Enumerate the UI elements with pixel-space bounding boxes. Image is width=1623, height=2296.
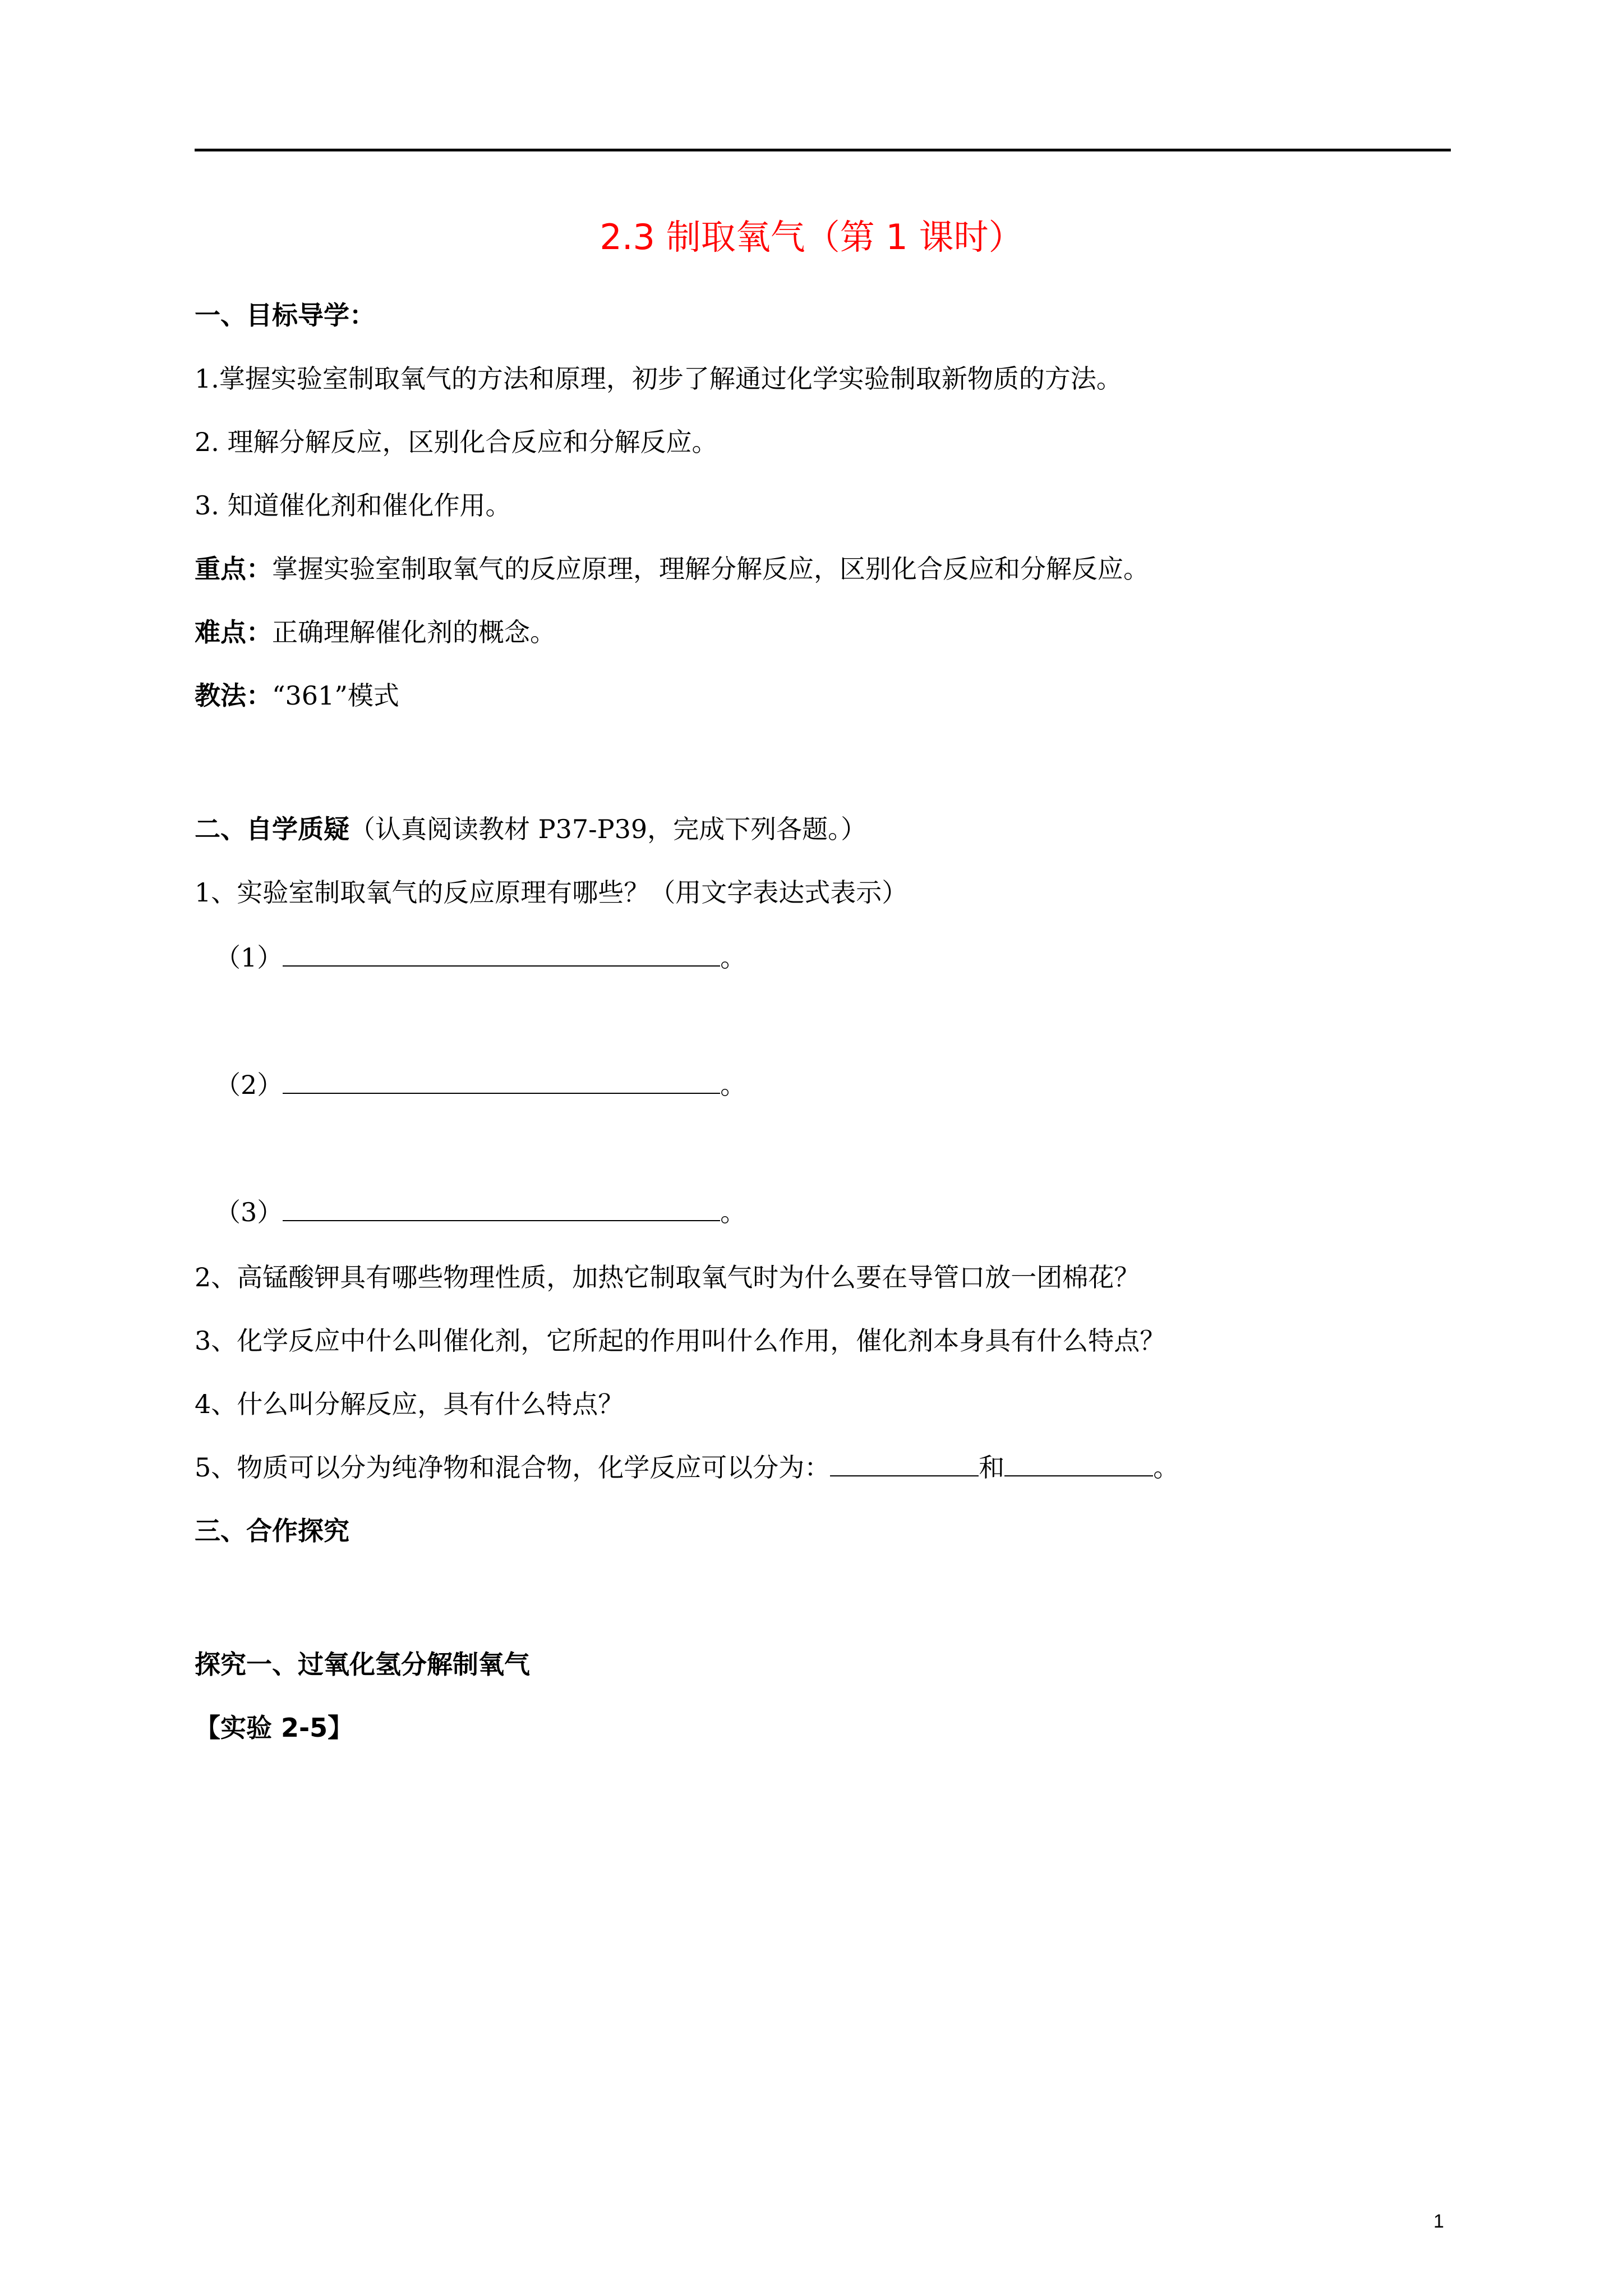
section-2-note: （认真阅读教材 P37-P39，完成下列各题。） <box>349 814 867 844</box>
key-point-line <box>195 549 1149 588</box>
answer-blank-5b[interactable] <box>1004 1453 1153 1476</box>
difficulty-text: 正确理解催化剂的概念。 <box>272 617 556 647</box>
page-title: 2.3 制取氧气（第 1 课时） <box>600 217 1023 257</box>
question-1: 1、实验室制取氧气的反应原理有哪些？（用文字表达式表示） <box>195 877 908 908</box>
inquiry-1-heading: 探究一、过氧化氢分解制氧气 <box>195 1649 530 1680</box>
blank-label-3: （3） <box>215 1197 283 1227</box>
blank-label-2: （2） <box>215 1070 283 1100</box>
blank-end-2: 。 <box>720 1070 746 1100</box>
question-5 <box>195 1448 1179 1487</box>
key-point-label: 重点： <box>195 554 272 584</box>
method-label: 教法： <box>195 680 272 711</box>
section-2-heading-line <box>195 809 866 849</box>
question-3: 3、化学反应中什么叫催化剂，它所起的作用叫什么作用，催化剂本身具有什么特点？ <box>195 1326 1166 1356</box>
answer-blank-1[interactable] <box>283 943 720 967</box>
question-5-end: 。 <box>1153 1452 1179 1483</box>
goal-item-3: 3. 知道催化剂和催化作用。 <box>195 490 511 521</box>
question-2: 2、高锰酸钾具有哪些物理性质，加热它制取氧气时为什么要在导管口放一团棉花？ <box>195 1262 1140 1292</box>
section-3-heading: 三、合作探究 <box>195 1516 349 1546</box>
answer-blank-row-2 <box>215 1065 746 1105</box>
answer-blank-5a[interactable] <box>830 1453 979 1476</box>
method-text: “361”模式 <box>272 680 399 711</box>
answer-blank-row-3 <box>215 1193 746 1232</box>
question-4: 4、什么叫分解反应，具有什么特点？ <box>195 1389 624 1419</box>
goal-item-2: 2. 理解分解反应，区别化合反应和分解反应。 <box>195 427 718 457</box>
method-line <box>195 676 399 715</box>
difficulty-line <box>195 613 556 652</box>
key-point-text: 掌握实验室制取氧气的反应原理，理解分解反应，区别化合反应和分解反应。 <box>272 554 1149 584</box>
page-number: 1 <box>1433 2211 1444 2232</box>
goal-item-1: 1.掌握实验室制取氧气的方法和原理，初步了解通过化学实验制取新物质的方法。 <box>195 364 1122 394</box>
section-1-heading: 一、目标导学： <box>195 300 375 330</box>
header-rule <box>195 149 1451 151</box>
difficulty-label: 难点： <box>195 617 272 647</box>
answer-blank-row-1 <box>215 938 746 977</box>
answer-blank-2[interactable] <box>283 1070 720 1094</box>
question-5-middle: 和 <box>979 1452 1005 1483</box>
experiment-label: 【实验 2-5】 <box>195 1713 354 1743</box>
blank-end-3: 。 <box>720 1197 746 1227</box>
section-2-heading: 二、自学质疑 <box>195 814 349 844</box>
blank-label-1: （1） <box>215 942 283 973</box>
question-5-start: 5、物质可以分为纯净物和混合物，化学反应可以分为： <box>195 1452 831 1483</box>
blank-end-1: 。 <box>720 942 746 973</box>
answer-blank-3[interactable] <box>283 1198 720 1221</box>
